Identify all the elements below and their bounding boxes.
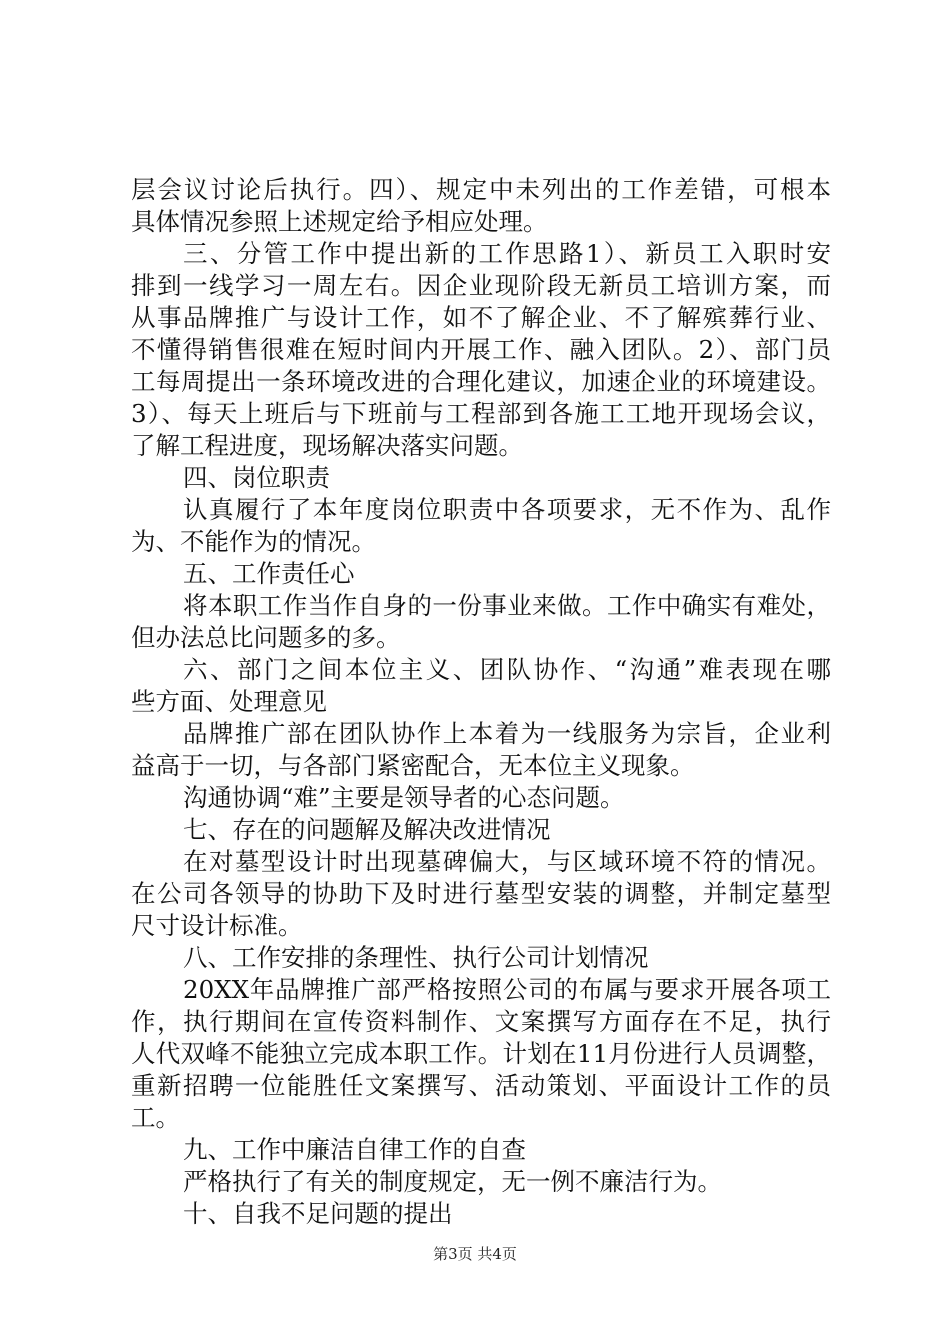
text-line: 作，执行期间在宣传资料制作、文案撰写方面存在不足，执行 [131, 1007, 831, 1036]
text-line: 六、部门之间本位主义、团队协作、“沟通”难表现在哪 [183, 655, 831, 684]
text-line: 品牌推广部在团队协作上本着为一线服务为宗旨，企业利 [183, 719, 831, 748]
text-line: 五、工作责任心 [183, 559, 355, 588]
text-line: 将本职工作当作自身的一份事业来做。工作中确实有难处， [183, 591, 831, 620]
text-line: 在公司各领导的协助下及时进行墓型安装的调整，并制定墓型 [131, 879, 831, 908]
page-number-footer: 第3页 共4页 [433, 1245, 517, 1263]
text-line: 3）、每天上班后与下班前与工程部到各施工工地开现场会议， [131, 399, 831, 428]
text-line: 工每周提出一条环境改进的合理化建议，加速企业的环境建设。 [131, 367, 831, 396]
text-line: 沟通协调“难”主要是领导者的心态问题。 [183, 783, 625, 812]
text-line: 严格执行了有关的制度规定，无一例不廉洁行为。 [183, 1167, 722, 1196]
text-line: 排到一线学习一周左右。因企业现阶段无新员工培训方案，而 [131, 271, 831, 300]
document-body [131, 174, 831, 1230]
text-line: 不懂得销售很难在短时间内开展工作、融入团队。2）、部门员 [131, 335, 831, 364]
text-line: 了解工程进度，现场解决落实问题。 [131, 431, 523, 460]
text-line: 人代双峰不能独立完成本职工作。计划在11月份进行人员调整， [131, 1039, 831, 1068]
text-line: 八、工作安排的条理性、执行公司计划情况 [183, 943, 649, 972]
text-line: 为、不能作为的情况。 [131, 527, 376, 556]
text-line: 三、分管工作中提出新的工作思路1）、新员工入职时安 [183, 239, 831, 268]
text-line: 具体情况参照上述规定给予相应处理。 [131, 207, 548, 236]
text-line: 十、自我不足问题的提出 [183, 1199, 453, 1228]
text-line: 但办法总比问题多的多。 [131, 623, 401, 652]
text-line: 重新招聘一位能胜任文案撰写、活动策划、平面设计工作的员 [131, 1071, 831, 1100]
text-line: 在对墓型设计时出现墓碑偏大，与区域环境不符的情况。 [183, 847, 831, 876]
text-line: 四、岗位职责 [183, 463, 330, 492]
text-line: 20XX年品牌推广部严格按照公司的布属与要求开展各项工 [183, 975, 831, 1004]
text-line: 九、工作中廉洁自律工作的自查 [183, 1135, 526, 1164]
text-line: 些方面、处理意见 [131, 687, 327, 716]
text-line: 尺寸设计标准。 [131, 911, 303, 940]
text-line: 层会议讨论后执行。四）、规定中未列出的工作差错，可根本 [131, 175, 831, 204]
text-line: 认真履行了本年度岗位职责中各项要求，无不作为、乱作 [183, 495, 831, 524]
text-line: 七、存在的问题解及解决改进情况 [183, 815, 551, 844]
text-line: 从事品牌推广与设计工作，如不了解企业、不了解殡葬行业、 [131, 303, 831, 332]
text-line: 工。 [131, 1103, 180, 1132]
text-line: 益高于一切，与各部门紧密配合，无本位主义现象。 [131, 751, 695, 780]
